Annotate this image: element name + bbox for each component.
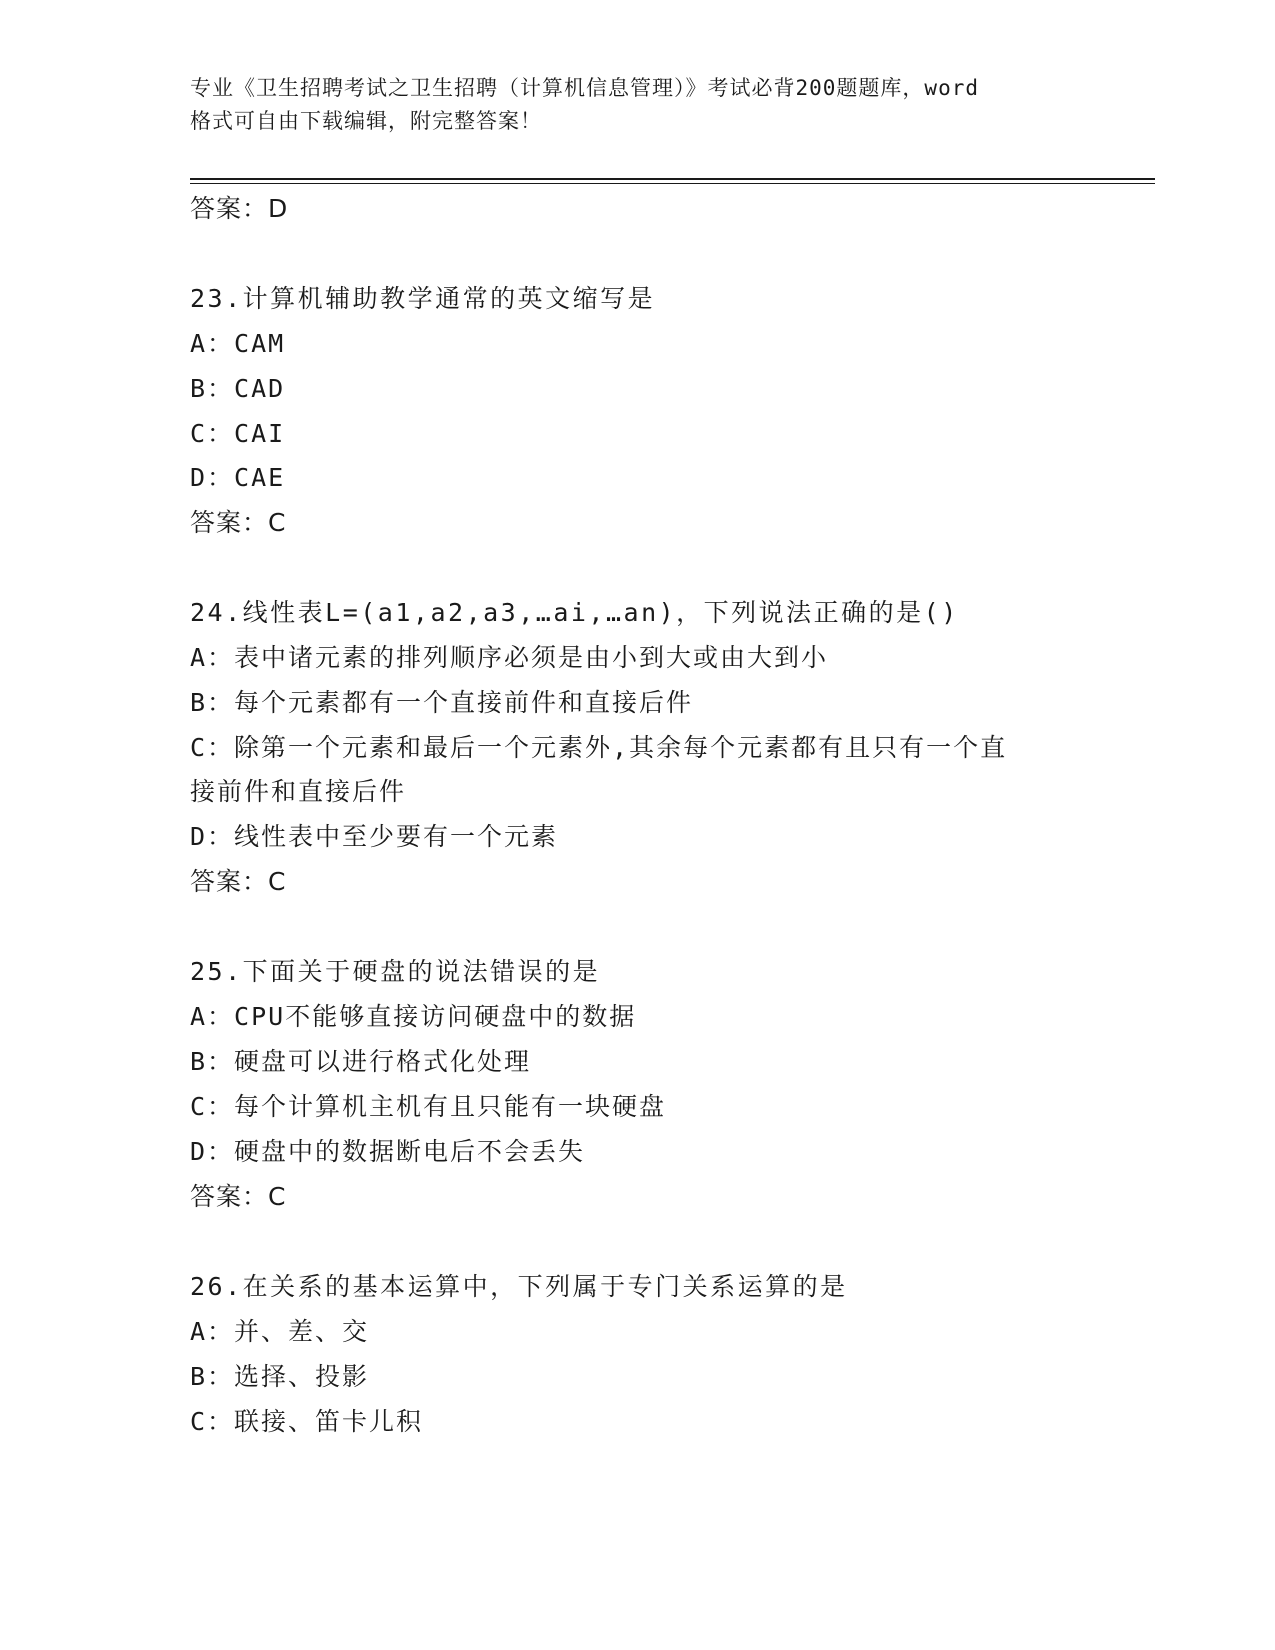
q25-option-c: C：每个计算机主机有且只能有一块硬盘	[190, 1092, 667, 1121]
q26-option-c: C：联接、笛卡儿积	[190, 1407, 424, 1436]
q24-option-c-line-1: C：除第一个元素和最后一个元素外,其余每个元素都有且只有一个直	[190, 733, 1008, 762]
q24-option-b: B：每个元素都有一个直接前件和直接后件	[190, 688, 694, 717]
q23-option-a: A：CAM	[190, 329, 286, 358]
question-25: 25.下面关于硬盘的说法错误的是	[190, 957, 601, 986]
q23-option-b: B：CAD	[190, 374, 286, 403]
q23-option-d: D：CAE	[190, 463, 286, 492]
q24-option-a: A：表中诸元素的排列顺序必须是由小到大或由大到小	[190, 643, 829, 672]
q25-option-b: B：硬盘可以进行格式化处理	[190, 1047, 532, 1076]
q26-option-a: A：并、差、交	[190, 1317, 370, 1346]
q23-option-c: C：CAI	[190, 419, 286, 448]
q25-option-a: A：CPU不能够直接访问硬盘中的数据	[190, 1002, 637, 1031]
q23-answer: 答案：C	[190, 508, 287, 537]
q24-option-d: D：线性表中至少要有一个元素	[190, 822, 559, 851]
header-title-line-2: 格式可自由下载编辑，附完整答案！	[190, 109, 542, 133]
header-divider-thin	[190, 183, 1155, 184]
answer-prev: 答案：D	[190, 194, 289, 223]
question-24: 24.线性表L=(a1,a2,a3,…ai,…an)，下列说法正确的是()	[190, 598, 959, 627]
document-header	[190, 72, 1090, 138]
header-divider-thick	[190, 178, 1155, 180]
q24-answer: 答案：C	[190, 867, 287, 896]
q25-answer: 答案：C	[190, 1182, 287, 1211]
q26-option-b: B：选择、投影	[190, 1362, 370, 1391]
q24-option-c-line-2: 接前件和直接后件	[190, 777, 407, 806]
question-23: 23.计算机辅助教学通常的英文缩写是	[190, 284, 656, 313]
q25-option-d: D：硬盘中的数据断电后不会丢失	[190, 1137, 586, 1166]
header-title-line-1: 专业《卫生招聘考试之卫生招聘（计算机信息管理）》考试必背200题题库，word	[190, 76, 979, 100]
question-26: 26.在关系的基本运算中，下列属于专门关系运算的是	[190, 1272, 848, 1301]
